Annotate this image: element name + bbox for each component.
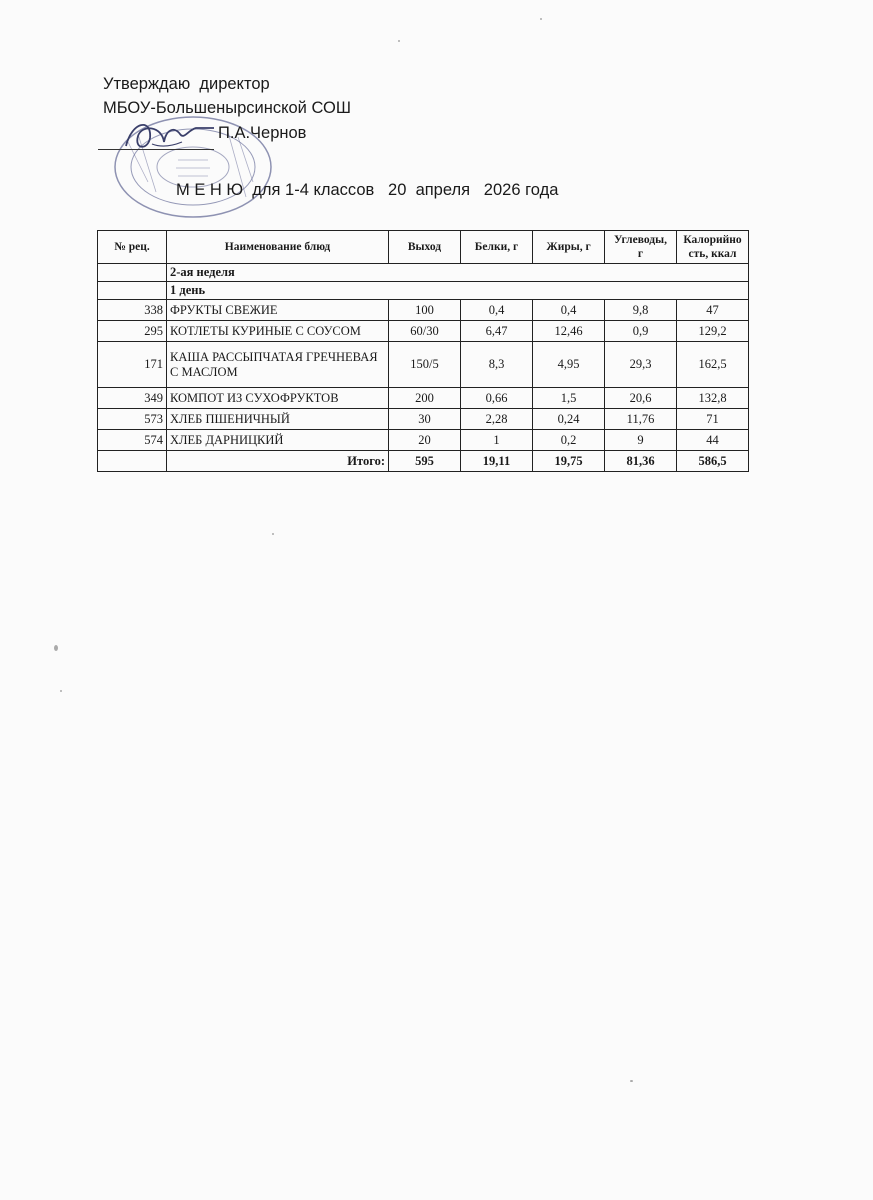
output-cell: 200 (389, 388, 461, 409)
total-protein: 19,11 (461, 451, 533, 472)
carb-cell: 29,3 (605, 342, 677, 388)
menu-title: М Е Н Ю для 1-4 классов 20 апреля 2026 года (176, 181, 559, 199)
carb-cell: 11,76 (605, 409, 677, 430)
rec-cell: 171 (98, 342, 167, 388)
rec-cell: 573 (98, 409, 167, 430)
dish-name-cell: КАША РАССЫПЧАТАЯ ГРЕЧНЕВАЯ С МАСЛОМ (167, 342, 389, 388)
director-name: П.А.Чернов (218, 124, 307, 142)
day-label: 1 день (167, 282, 749, 300)
carb-cell: 20,6 (605, 388, 677, 409)
week-label: 2-ая неделя (167, 264, 749, 282)
col-header-cal-line1: Калорийно (683, 234, 742, 246)
fat-cell: 4,95 (533, 342, 605, 388)
total-fat: 19,75 (533, 451, 605, 472)
signature-line (98, 149, 214, 150)
total-label: Итого: (167, 451, 389, 472)
calorie-cell: 47 (677, 300, 749, 321)
output-cell: 100 (389, 300, 461, 321)
protein-cell: 8,3 (461, 342, 533, 388)
calorie-cell: 132,8 (677, 388, 749, 409)
dish-name-cell: ХЛЕБ ПШЕНИЧНЫЙ (167, 409, 389, 430)
fat-cell: 1,5 (533, 388, 605, 409)
calorie-cell: 44 (677, 430, 749, 451)
protein-cell: 2,28 (461, 409, 533, 430)
fat-cell: 12,46 (533, 321, 605, 342)
output-cell: 20 (389, 430, 461, 451)
rec-cell: 338 (98, 300, 167, 321)
carb-cell: 9,8 (605, 300, 677, 321)
col-header-rec: № рец. (98, 231, 167, 264)
table-row (98, 388, 749, 409)
protein-cell: 1 (461, 430, 533, 451)
col-header-prot: Белки, г (461, 231, 533, 264)
protein-cell: 6,47 (461, 321, 533, 342)
total-carb: 81,36 (605, 451, 677, 472)
protein-cell: 0,66 (461, 388, 533, 409)
calorie-cell: 129,2 (677, 321, 749, 342)
col-header-cal (677, 231, 749, 264)
table-row (98, 321, 749, 342)
approval-title: Утверждаю директор (103, 75, 270, 93)
total-output: 595 (389, 451, 461, 472)
calorie-cell: 162,5 (677, 342, 749, 388)
carb-cell: 0,9 (605, 321, 677, 342)
table-row (98, 409, 749, 430)
dish-name-cell: КОТЛЕТЫ КУРИНЫЕ С СОУСОМ (167, 321, 389, 342)
dish-name-cell: ХЛЕБ ДАРНИЦКИЙ (167, 430, 389, 451)
dish-name-cell: ФРУКТЫ СВЕЖИЕ (167, 300, 389, 321)
table-header-row (98, 231, 749, 264)
protein-cell: 0,4 (461, 300, 533, 321)
dish-name-cell: КОМПОТ ИЗ СУХОФРУКТОВ (167, 388, 389, 409)
col-header-fat: Жиры, г (533, 231, 605, 264)
carb-cell: 9 (605, 430, 677, 451)
table-row (98, 430, 749, 451)
col-header-carb (605, 231, 677, 264)
fat-cell: 0,24 (533, 409, 605, 430)
col-header-carb-line1: Углеводы, (614, 234, 667, 246)
col-header-cal-line2: сть, ккал (688, 248, 737, 260)
output-cell: 150/5 (389, 342, 461, 388)
total-row (98, 451, 749, 472)
output-cell: 30 (389, 409, 461, 430)
day-row (98, 282, 749, 300)
table-row (98, 300, 749, 321)
school-name: МБОУ-Большенырсинской СОШ (103, 99, 351, 117)
col-header-name: Наименование блюд (167, 231, 389, 264)
menu-table (97, 230, 749, 472)
output-cell: 60/30 (389, 321, 461, 342)
total-calorie: 586,5 (677, 451, 749, 472)
rec-cell: 349 (98, 388, 167, 409)
table-row (98, 342, 749, 388)
fat-cell: 0,4 (533, 300, 605, 321)
director-signature-image (122, 116, 222, 156)
week-row (98, 264, 749, 282)
calorie-cell: 71 (677, 409, 749, 430)
col-header-out: Выход (389, 231, 461, 264)
rec-cell: 574 (98, 430, 167, 451)
fat-cell: 0,2 (533, 430, 605, 451)
col-header-carb-line2: г (637, 248, 644, 260)
rec-cell: 295 (98, 321, 167, 342)
